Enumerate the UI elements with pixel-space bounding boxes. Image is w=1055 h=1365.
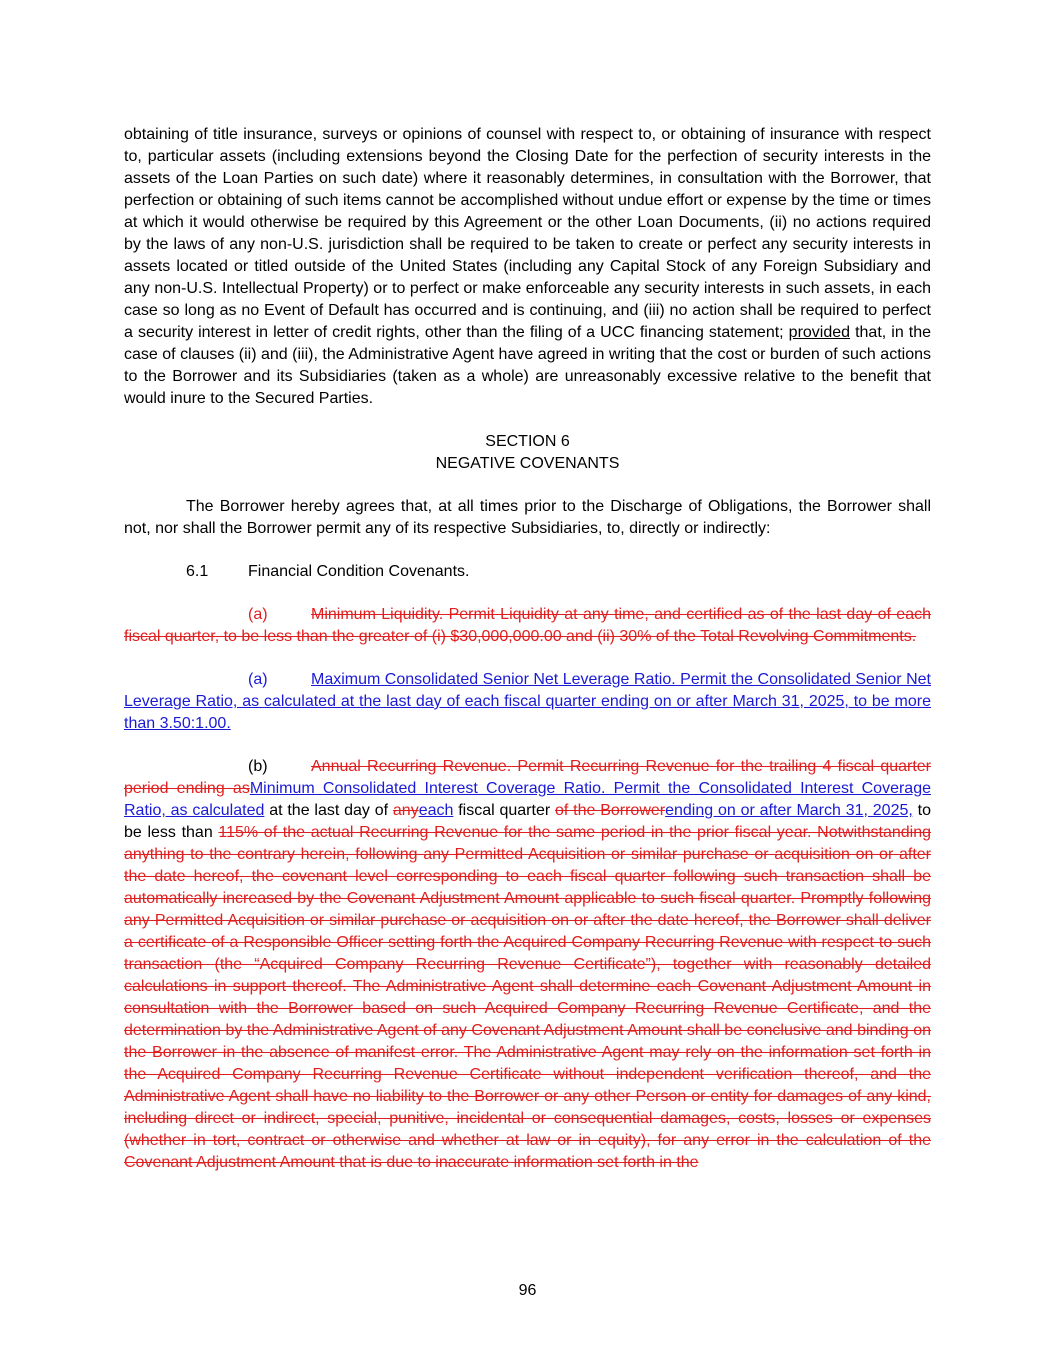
b-deleted-4: 115% of the actual Recurring Revenue for the same period in the prior fiscal year. Notwithstanding anything to the contrary herein, following any Permitted Acquisition or similar purchase or acquisition on or after the date hereof, the covenant level corresponding to each fiscal quarter following such transaction shall be automatically increased by the Covenant Adjustment Amount applicable to such fiscal quarter. Promptly following any Permitted Acquisition or similar purchase or acquisition on or after the date hereof, the Borrower shall deliver a certificate of a Responsible Officer setting forth the Acquired Company Recurring Revenue with respect to such transaction (the “Acquired Company Recurring Revenue Certificate”), together with reasonably detailed calculations in support thereof. The Administrative Agent shall determine each Covenant Adjustment Amount in consultation with the Borrower based on such Acquired Company Recurring Revenue Certificate, and the determination by the Administrative Agent of any Covenant Adjustment Amount shall be conclusive and binding on the Borrower in the absence of manifest error. The Administrative Agent may rely on the information set forth in the Acquired Company Recurring Revenue Certificate without independent verification thereof, and the Administrative Agent shall have no liability to the Borrower or any other Person or entity for damages of any kind, including direct or indirect, special, punitive, incidental or consequential damages, costs, losses or expenses (whether in tort, contract or otherwise and whether at law or in equity), for any error in the calculation of the Covenant Adjustment Amount that is due to inaccurate information set forth in the — [124, 824, 931, 1171]
paragraph-b — [124, 756, 931, 1174]
deleted-a-heading: Minimum Liquidity. — [311, 606, 444, 623]
intro-paragraph — [124, 124, 931, 410]
intro-text-1: obtaining of title insurance, surveys or opinions of counsel with respect to, or obtaining of insurance with respect to, particular assets (including extensions beyond the Closing Date for the perfection of security interests in the assets of the Loan Parties on such date) where it reasonably determines, in consultation with the Borrower, that perfection or obtaining of such items cannot be accomplished without undue effort or expense by the time or times at which it would otherwise be required by this Agreement or the other Loan Documents, (ii) no actions required by the laws of any non-U.S. jurisdiction shall be required to be taken to create or perfect any security interests in assets located or titled outside of the United States (including any Capital Stock of any Foreign Subsidiary and any non-U.S. Intellectual Property) or to perfect or make enforceable any security interests in such assets, in each case so long as no Event of Default has occurred and is continuing, and (iii) no action shall be required to perfect a security interest in letter of credit rights, other than the filing of a UCC financing statement; — [124, 126, 931, 341]
deleted-a-text: Permit Liquidity at any time, and certified as of the last day of each fiscal quarter, to be less than the greater of (i) $30,000,000.00 and (ii) 30% of the Total Revolving Commitments. — [124, 606, 931, 645]
page-number: 96 — [518, 1282, 537, 1299]
inserted-a-text: Permit the Consolidated Senior Net Leverage Ratio, as calculated at the last day of each fiscal quarter ending on or after March 31, 2025, to be more than 3.50:1.00. — [124, 671, 931, 732]
inserted-paragraph-a — [124, 669, 931, 735]
subsection-title: Financial Condition Covenants. — [248, 563, 470, 580]
b-plain-2: fiscal quarter — [453, 802, 555, 819]
b-deleted-3: of the Borrower — [554, 802, 666, 819]
intro-text-2: that, in the case of clauses (ii) and (iii), the Administrative Agent have agreed in writing that the cost or burden of such actions to the Borrower and its Subsidiaries (taken as a whole) are unreasonably excessive relative to the benefit that would inure to the Secured Parties. — [124, 324, 931, 407]
inserted-a-heading: Maximum Consolidated Senior Net Leverage Ratio. — [311, 671, 676, 688]
b-label: (b) — [248, 758, 268, 775]
covenant-intro-text: The Borrower hereby agrees that, at all times prior to the Discharge of Obligations, the Borrower shall not, nor shall the Borrower permit any of its respective Subsidiaries, to, directly or indirectly: — [124, 498, 931, 537]
subsection-number: 6.1 — [186, 563, 209, 580]
subsection-6-1 — [124, 561, 931, 583]
b-inserted-3: ending on or after March 31, 2025, — [665, 802, 913, 819]
section-title: NEGATIVE COVENANTS — [435, 455, 620, 472]
covenant-intro — [124, 496, 931, 540]
b-inserted-2: each — [418, 802, 454, 819]
inserted-a-label: (a) — [248, 671, 268, 688]
provided-term: provided — [788, 324, 851, 341]
deleted-a-label: (a) — [248, 606, 268, 623]
b-plain-3: to be less than — [124, 802, 931, 841]
b-deleted-heading: Annual Recurring Revenue. — [311, 758, 512, 775]
b-deleted-2: any — [392, 802, 419, 819]
deleted-paragraph-a — [124, 604, 931, 648]
document-page — [124, 124, 931, 1174]
section-number: SECTION 6 — [485, 433, 570, 450]
b-deleted-1: Permit Recurring Revenue for the trailing 4 fiscal quarter period ending as — [124, 758, 932, 797]
b-inserted-1: Minimum Consolidated Interest Coverage Ratio. Permit the Consolidated Interest Coverage Ratio, as calculated — [124, 780, 931, 819]
b-plain-1: at the last day of — [264, 802, 393, 819]
